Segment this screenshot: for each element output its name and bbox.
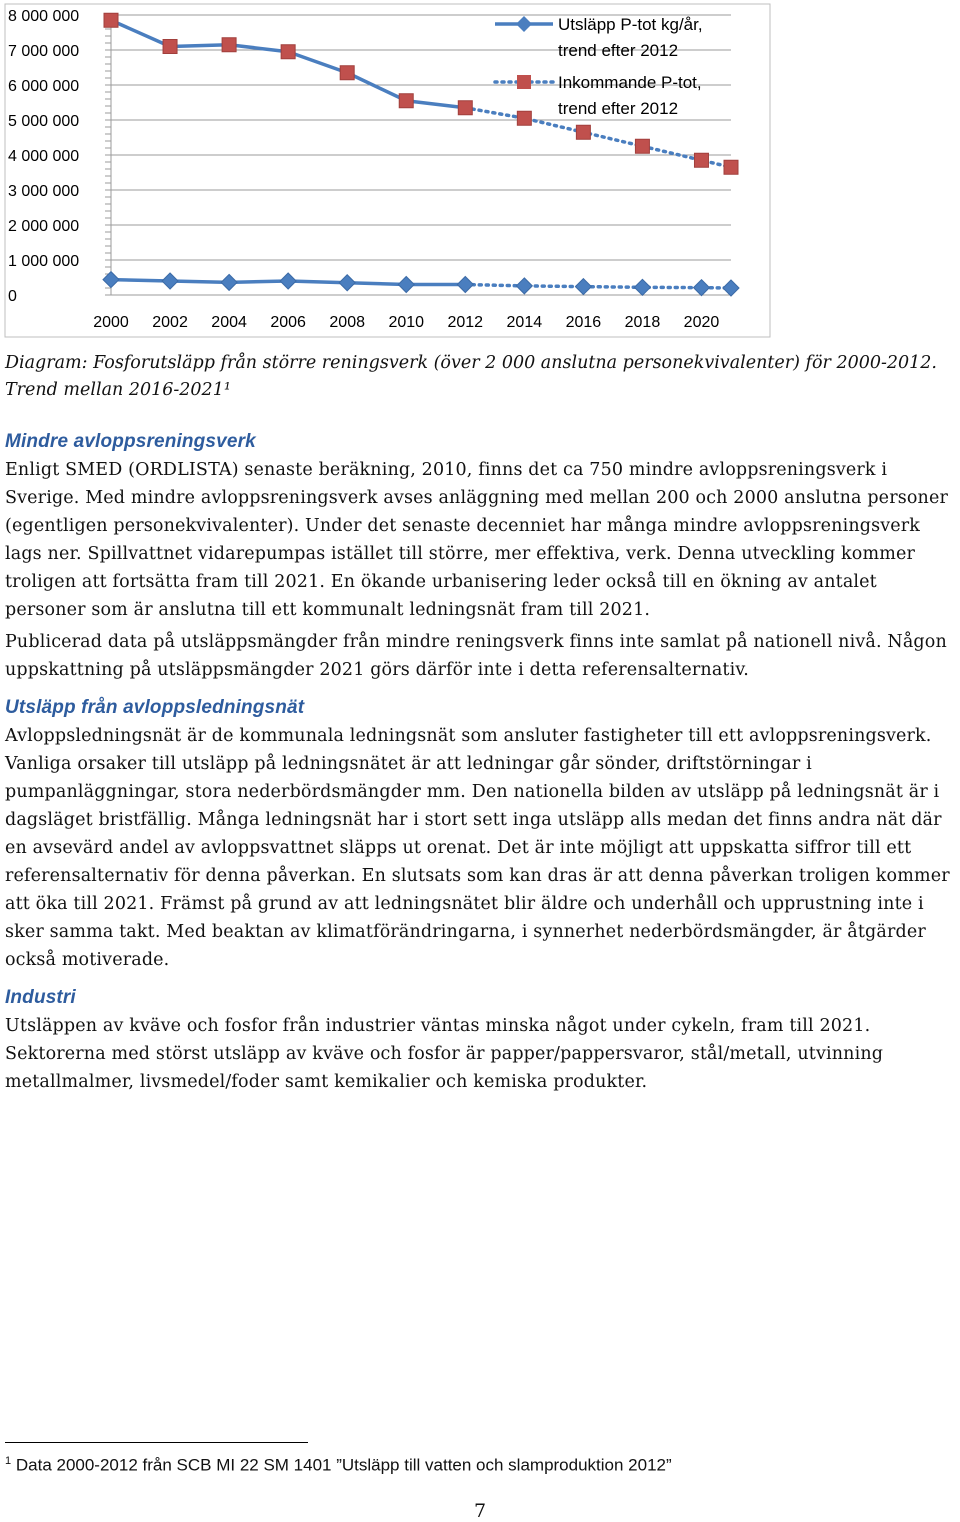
- y-tick-label: 1 000 000: [8, 253, 80, 270]
- main-content: [5, 428, 960, 1096]
- section-heading-mindre: Mindre avloppsreningsverk: [5, 431, 256, 452]
- y-tick-label: 6 000 000: [8, 78, 80, 95]
- y-tick-label: 5 000 000: [8, 113, 80, 130]
- data-point-square: [104, 13, 118, 27]
- x-tick-label: 2016: [565, 314, 602, 331]
- legend-label: trend efter 2012: [558, 41, 679, 60]
- legend-label: trend efter 2012: [558, 99, 679, 118]
- legend-label: Utsläpp P-tot kg/år,: [558, 15, 703, 34]
- chart-svg: [0, 0, 780, 340]
- data-point-square: [458, 101, 472, 115]
- legend-label: Inkommande P-tot,: [558, 73, 702, 92]
- x-tick-label: 2018: [624, 314, 661, 331]
- data-point-diamond: [162, 273, 178, 289]
- footnote: [5, 1455, 672, 1476]
- paragraph-industri: Utsläppen av kväve och fosfor från industrier väntas minska något under cykeln, fram till 2021. Sektorerna med störst utsläpp av kväve och fosfor är papper/pappersvaror, stål/metall, utvinning metallmalmer, livsmedel/foder samt kemikalier och kemiska produkter.: [5, 1016, 884, 1092]
- y-tick-label: 2 000 000: [8, 218, 80, 235]
- data-point-diamond: [516, 278, 532, 294]
- y-tick-label: 4 000 000: [8, 148, 80, 165]
- y-tick-label: 0: [8, 288, 17, 305]
- data-point-diamond: [693, 280, 709, 296]
- data-point-square: [576, 125, 590, 139]
- y-tick-label: 7 000 000: [8, 43, 80, 60]
- data-point-square: [635, 139, 649, 153]
- data-point-square: [517, 111, 531, 125]
- data-point-diamond: [280, 273, 296, 289]
- paragraph-mindre-2: Publicerad data på utsläppsmängder från mindre reningsverk finns inte samlat på nationell nivå. Någon uppskattning på utsläppsmängder 2021 görs därför inte i detta referensalternativ.: [5, 632, 947, 680]
- data-point-square: [281, 45, 295, 59]
- data-point-square: [399, 94, 413, 108]
- x-tick-label: 2012: [447, 314, 484, 331]
- data-point-square: [694, 153, 708, 167]
- y-tick-label: 3 000 000: [8, 183, 80, 200]
- data-point-diamond: [575, 279, 591, 295]
- legend-marker-diamond: [516, 16, 532, 32]
- section-heading-ledningsnat: Utsläpp från avloppsledningsnät: [5, 697, 305, 718]
- legend-marker-square: [517, 75, 531, 89]
- x-tick-label: 2008: [329, 314, 365, 331]
- data-point-diamond: [457, 277, 473, 293]
- x-tick-label: 2000: [93, 314, 129, 331]
- chart-caption: Diagram: Fosforutsläpp från större reningsverk (över 2 000 anslutna personekvivalenter) för 2000-2012. Trend mellan 2016-2021¹: [5, 353, 937, 400]
- x-tick-label: 2006: [270, 314, 306, 331]
- y-tick-label: 8 000 000: [8, 8, 80, 25]
- footnote-marker: 1: [5, 1455, 12, 1467]
- data-point-diamond: [221, 274, 237, 290]
- series-line-dotted: [465, 285, 731, 289]
- data-point-diamond: [634, 279, 650, 295]
- page-number: 7: [473, 1500, 487, 1522]
- data-point-square: [222, 38, 236, 52]
- x-tick-label: 2014: [506, 314, 543, 331]
- x-tick-label: 2004: [211, 314, 247, 331]
- data-point-diamond: [723, 280, 739, 296]
- paragraph-mindre-1: Enligt SMED (ORDLISTA) senaste beräkning, 2010, finns det ca 750 mindre avloppsreningsverk i Sverige. Med mindre avloppsreningsverk avses anläggning med mellan 200 och 2000 anslutna personer (egentligen personekvivalenter). Under det senaste decenniet har många mindre avloppsreningsverk lags ner. Spillvattnet vidarepumpas istället till större, mer effektiva, verk. Denna utveckling kommer troligen att fortsätta fram till 2021. En ökande urbanisering leder också till en ökning av antalet personer som är anslutna till ett kommunalt ledningsnät fram till 2021.: [5, 460, 948, 620]
- data-point-diamond: [398, 277, 414, 293]
- paragraph-ledningsnat: Avloppsledningsnät är de kommunala ledningsnät som ansluter fastigheter till ett avloppsreningsverk. Vanliga orsaker till utsläpp på ledningsnätet är att ledningar går sönder, driftstörningar i pumpanläggningar, stora nederbördsmängder mm. Den nationella bilden av utsläpp på ledningsnät är i dagsläget bristfällig. Många ledningsnät har i stort sett inga utsläpp alls medan det finns andra nät där en avsevärd andel av avloppsvattnet släpps ut orenat. Det är inte möjligt att uppskatta siffror till ett referensalternativ för denna påverkan. En slutsats som kan dras är att denna påverkan troligen kommer att öka till 2021. Främst på grund av att ledningsnätet blir äldre och underhåll och upprustning inte i sker samma takt. Med beaktan av klimatförändringarna, i synnerhet nederbördsmängder, är åtgärder också motiverade.: [5, 726, 950, 970]
- footnote-rule: [5, 1442, 308, 1443]
- data-point-square: [724, 160, 738, 174]
- section-heading-industri: Industri: [5, 987, 76, 1008]
- data-point-diamond: [339, 275, 355, 291]
- footnote-text: Data 2000-2012 från SCB MI 22 SM 1401 ”Utsläpp till vatten och slamproduktion 2012”: [15, 1455, 672, 1475]
- x-tick-label: 2010: [388, 314, 425, 331]
- x-tick-label: 2020: [683, 314, 720, 331]
- data-point-square: [340, 66, 354, 80]
- data-point-square: [163, 40, 177, 54]
- x-tick-label: 2002: [152, 314, 188, 331]
- chart: [0, 0, 780, 340]
